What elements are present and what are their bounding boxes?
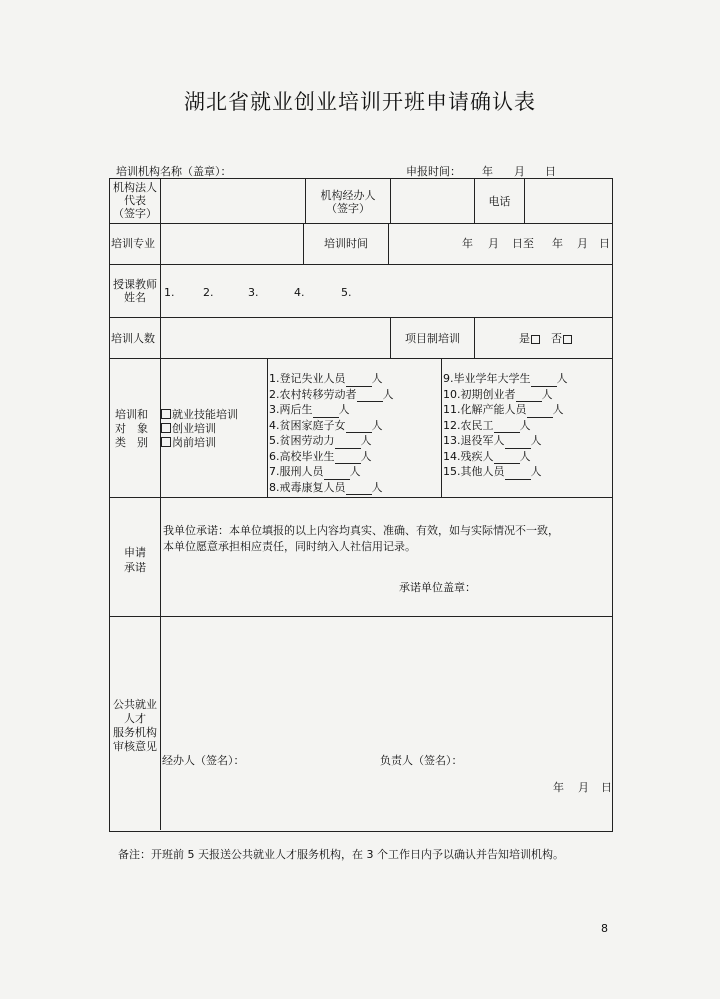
handler-signature: 经办人（签名）： — [162, 754, 245, 767]
list-item: 1.登记失业人员 人 — [269, 372, 383, 385]
target-list-right — [443, 371, 568, 480]
list-item: 4.贫困家庭子女 人 — [269, 418, 383, 432]
category-label: 培训和 对 象 类 别 — [115, 408, 148, 449]
type-entrepreneurship[interactable]: 创业培训 — [161, 422, 238, 436]
chief-signature: 负责人（签名）： — [380, 754, 463, 767]
teacher-3: 3. — [248, 286, 259, 299]
trainee-count-label: 培训人数 — [111, 332, 155, 345]
col-divider — [474, 318, 475, 358]
report-year: 年 — [482, 165, 493, 178]
list-item: 8.戒毒康复人员 人 — [269, 480, 383, 494]
teacher-label: 授课教师 姓名 — [113, 278, 157, 304]
list-item: 5.贫困劳动力 人 — [269, 434, 372, 447]
institution-name-label: 培训机构名称（盖章）： — [116, 165, 232, 178]
checkbox-icon — [563, 335, 572, 344]
training-types — [161, 408, 238, 450]
type-pre-job[interactable]: 岗前培训 — [161, 436, 238, 450]
commitment-text-1: 我单位承诺：本单位填报的以上内容均真实、准确、有效，如与实际情况不一致， — [163, 524, 559, 537]
form-title: 湖北省就业创业培训开班申请确认表 — [184, 90, 536, 114]
date-day2: 日 — [599, 237, 610, 250]
commitment-label: 申请 承诺 — [124, 546, 146, 574]
type-employment-skills[interactable]: 就业技能培训 — [161, 408, 238, 422]
date-month2: 月 — [577, 237, 588, 250]
checkbox-icon — [161, 409, 171, 419]
date-month1: 月 — [488, 237, 499, 250]
phone-label: 电话 — [488, 195, 511, 208]
list-item: 9.毕业学年大学生 人 — [443, 372, 568, 385]
specialty-label: 培训专业 — [111, 237, 155, 250]
review-day: 日 — [601, 781, 612, 794]
col-divider — [441, 359, 442, 497]
col-divider — [388, 224, 389, 264]
list-item: 10.初期创业者 人 — [443, 387, 553, 401]
checkbox-icon — [161, 423, 171, 433]
report-time-label: 申报时间： — [406, 165, 461, 178]
list-item: 12.农民工 人 — [443, 418, 531, 432]
teacher-2: 2. — [203, 286, 214, 299]
training-time-label: 培训时间 — [324, 237, 368, 250]
teacher-5: 5. — [341, 286, 352, 299]
col-divider — [160, 179, 161, 830]
col-divider — [524, 179, 525, 223]
legal-rep-label: 机构法人 代表 （签字） — [113, 181, 157, 220]
col-divider — [390, 179, 391, 223]
page-number: 8 — [601, 922, 608, 935]
row-divider — [110, 223, 612, 224]
row-divider — [110, 358, 612, 359]
teacher-1: 1. — [164, 286, 175, 299]
col-divider — [267, 359, 268, 497]
row-divider — [110, 616, 612, 617]
list-item: 2.农村转移劳动者 人 — [269, 387, 394, 401]
date-day-to: 日至 — [512, 237, 534, 250]
list-item: 11.化解产能人员 人 — [443, 403, 564, 416]
list-item: 13.退役军人 人 — [443, 434, 542, 447]
project-yes-option[interactable]: 是 — [519, 332, 541, 345]
form-table — [109, 178, 613, 832]
list-item: 6.高校毕业生 人 — [269, 449, 372, 463]
checkbox-icon — [161, 437, 171, 447]
operator-label: 机构经办人 （签字） — [320, 189, 376, 215]
report-day: 日 — [545, 165, 556, 178]
list-item: 3.两后生 人 — [269, 403, 350, 416]
teacher-4: 4. — [294, 286, 305, 299]
date-year1: 年 — [462, 237, 473, 250]
list-item: 15.其他人员 人 — [443, 465, 542, 478]
project-no-option[interactable]: 否 — [551, 332, 573, 345]
project-training-label: 项目制培训 — [405, 332, 460, 345]
list-item: 14.残疾人 人 — [443, 449, 531, 463]
review-label: 公共就业 人才 服务机构 审核意见 — [113, 698, 157, 753]
checkbox-icon — [531, 335, 540, 344]
row-divider — [110, 264, 612, 265]
review-month: 月 — [578, 781, 589, 794]
commitment-text-2: 本单位愿意承担相应责任，同时纳入人社信用记录。 — [163, 540, 416, 553]
row-divider — [110, 317, 612, 318]
report-month: 月 — [514, 165, 525, 178]
footnote: 备注：开班前 5 天报送公共就业人才服务机构，在 3 个工作日内予以确认并告知培训机构。 — [118, 848, 564, 861]
date-year2: 年 — [552, 237, 563, 250]
target-list-left — [269, 371, 394, 495]
review-year: 年 — [553, 781, 564, 794]
list-item: 7.服刑人员 人 — [269, 465, 361, 478]
row-divider — [110, 497, 612, 498]
commitment-seal: 承诺单位盖章： — [399, 581, 476, 594]
